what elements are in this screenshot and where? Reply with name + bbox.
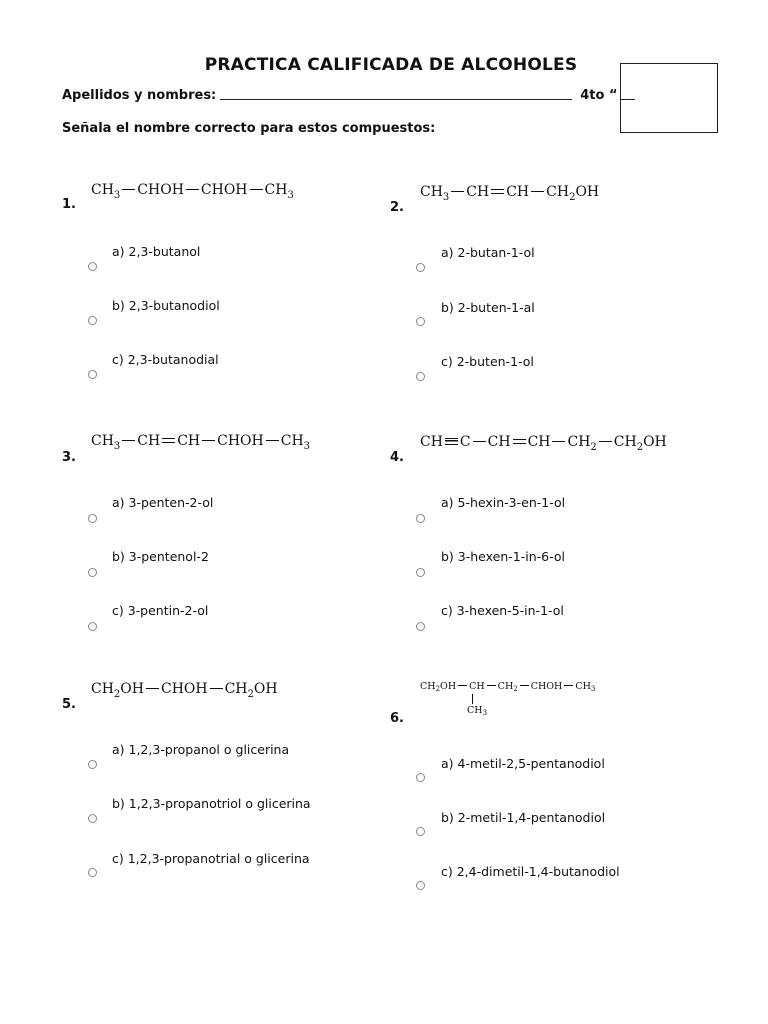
answer-option: c) 3-hexen-5-in-1-ol (441, 603, 564, 618)
chemical-formula: $CH_2OH$ CHOH $CH_2OH$ (91, 681, 278, 700)
answer-option: c) 1,2,3-propanotrial o glicerina (112, 851, 310, 866)
answer-option: a) 1,2,3-propanol o glicerina (112, 742, 290, 757)
chemical-formula: $CH_3$ CHOH CHOH $CH_3$ (91, 182, 294, 201)
radio-button[interactable] (88, 868, 97, 877)
grade-field[interactable] (620, 98, 635, 100)
answer-option: a) 2-butan-1-ol (441, 245, 535, 260)
answer-option: a) 3-penten-2-ol (112, 495, 214, 510)
answer-option: b) 2-metil-1,4-pentanodiol (441, 810, 606, 825)
answer-option: a) 5-hexin-3-en-1-ol (441, 495, 566, 510)
radio-button[interactable] (88, 316, 97, 325)
radio-button[interactable] (88, 814, 97, 823)
radio-button[interactable] (416, 263, 425, 272)
radio-button[interactable] (88, 568, 97, 577)
chemical-formula: $CH_3$ CH CH CHOH $CH_3$ (91, 433, 311, 452)
answer-option: b) 2-buten-1-al (441, 300, 535, 315)
radio-button[interactable] (88, 262, 97, 271)
answer-option: b) 2,3-butanodiol (112, 298, 220, 313)
grade-box[interactable] (620, 63, 718, 133)
radio-button[interactable] (416, 317, 425, 326)
radio-button[interactable] (416, 827, 425, 836)
answer-option: c) 2,4-dimetil-1,4-butanodiol (441, 864, 620, 879)
radio-button[interactable] (88, 622, 97, 631)
radio-button[interactable] (88, 370, 97, 379)
answer-option: c) 2,3-butanodial (112, 352, 219, 367)
answer-option: c) 2-buten-1-ol (441, 354, 534, 369)
radio-button[interactable] (416, 881, 425, 890)
radio-button[interactable] (416, 372, 425, 381)
radio-button[interactable] (416, 773, 425, 782)
answer-option: b) 3-pentenol-2 (112, 549, 209, 564)
answer-option: b) 3-hexen-1-in-6-ol (441, 549, 565, 564)
name-label: Apellidos y nombres: (62, 88, 217, 103)
radio-button[interactable] (88, 760, 97, 769)
branch-bond (472, 694, 473, 704)
methyl-branch: $CH_3$ (467, 705, 488, 717)
answer-option: b) 1,2,3-propanotriol o glicerina (112, 796, 311, 811)
name-field[interactable] (220, 98, 572, 100)
radio-button[interactable] (416, 622, 425, 631)
grade-label: 4to “ (580, 88, 618, 103)
chemical-formula: CH C CH CH $CH_2$ $CH_2OH$ (420, 434, 667, 453)
answer-option: a) 2,3-butanol (112, 244, 201, 259)
question-number: 6. (390, 711, 404, 726)
answer-option: c) 3-pentin-2-ol (112, 603, 209, 618)
answer-option: a) 4-metil-2,5-pentanodiol (441, 756, 605, 771)
instructions: Señala el nombre correcto para estos compuestos: (62, 121, 436, 136)
question-number: 1. (62, 197, 76, 212)
chemical-formula: $CH_3$ CH CH $CH_2OH$ (420, 184, 600, 203)
question-number: 3. (62, 450, 76, 465)
radio-button[interactable] (416, 568, 425, 577)
radio-button[interactable] (88, 514, 97, 523)
radio-button[interactable] (416, 514, 425, 523)
student-name-row (62, 88, 635, 103)
question-number: 4. (390, 450, 404, 465)
question-number: 2. (390, 200, 404, 215)
chemical-formula: $CH_2OH$ CH $CH_2$ CHOH $CH_3$ (420, 681, 596, 693)
page-title: PRACTICA CALIFICADA DE ALCOHOLES (204, 55, 578, 75)
question-number: 5. (62, 697, 76, 712)
